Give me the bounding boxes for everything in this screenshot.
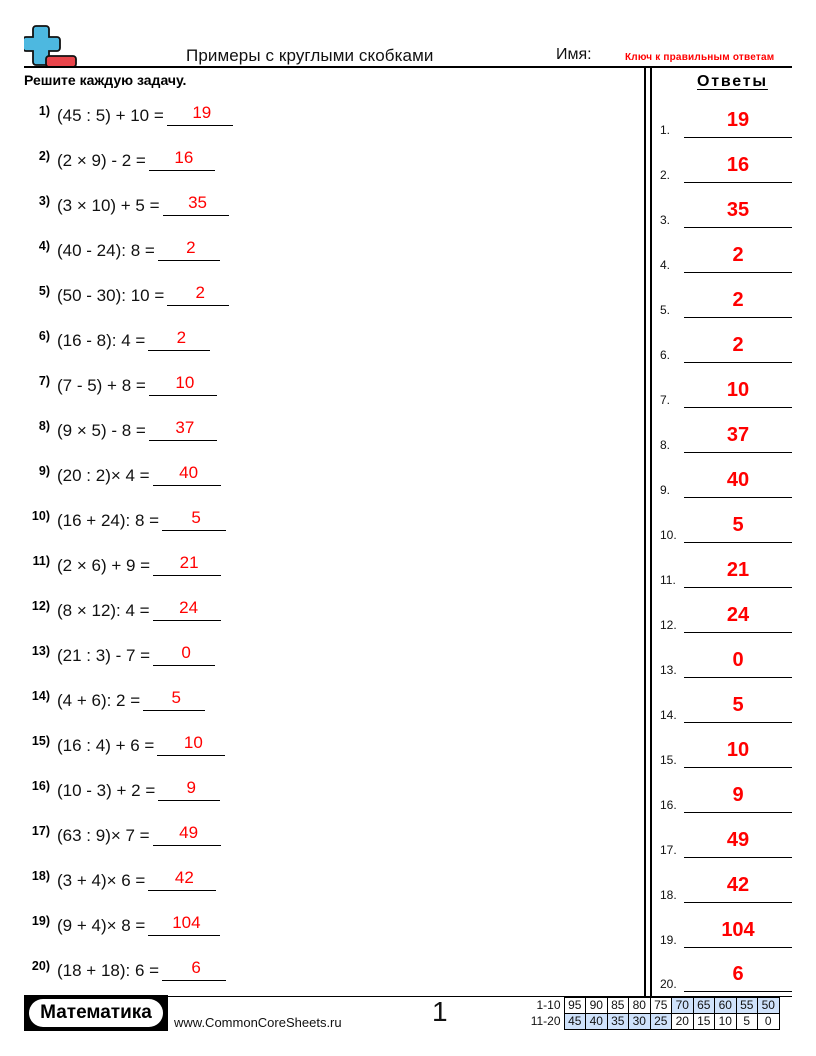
answer-key-item xyxy=(660,828,792,858)
answer-key-line xyxy=(684,153,792,183)
problem-expression: (10 - 3) + 2 = xyxy=(57,781,156,800)
problem-number: 8) xyxy=(38,419,50,433)
answer-key-label: Ключ к правильным ответам xyxy=(625,52,775,63)
score-cell: 20 xyxy=(672,1014,694,1030)
answer-key-number: 8. xyxy=(660,438,671,452)
score-cell: 80 xyxy=(629,998,651,1014)
score-row-label: 1-10 xyxy=(536,998,561,1012)
column-divider-right xyxy=(650,68,652,997)
answer-key-number: 19. xyxy=(660,933,677,947)
problem-item xyxy=(24,456,221,486)
column-divider-left xyxy=(644,68,646,997)
answer-key-value: 35 xyxy=(726,199,750,221)
answers-title: Ответы xyxy=(697,73,768,90)
answer-blank[interactable]: 9 xyxy=(158,777,220,801)
answer-key-line xyxy=(684,828,792,858)
answer-key-value: 2 xyxy=(732,289,744,311)
problem-item xyxy=(24,501,226,531)
answer-key-number: 11. xyxy=(660,573,676,587)
answer-key-value: 40 xyxy=(726,469,750,491)
answer-key-number: 2. xyxy=(660,168,671,182)
problem-expression: (40 - 24): 8 = xyxy=(57,241,155,260)
score-row xyxy=(524,1014,779,1030)
problem-number: 15) xyxy=(31,734,50,748)
answer-key-item xyxy=(660,513,792,543)
answer-key-value: 21 xyxy=(726,559,750,581)
answer-blank[interactable]: 2 xyxy=(148,327,210,351)
answer-key-item xyxy=(660,153,792,183)
problem-number: 9) xyxy=(38,464,50,478)
problem-expression: (21 : 3) - 7 = xyxy=(57,646,151,665)
answer-key-number: 12. xyxy=(660,618,677,632)
answer-key-line xyxy=(684,873,792,903)
answer-key-value: 5 xyxy=(732,694,744,716)
answer-key-value: 19 xyxy=(726,109,750,131)
answer-key-value: 10 xyxy=(726,379,750,401)
answer-key-item xyxy=(660,333,792,363)
problem-item xyxy=(24,726,225,756)
problem-item xyxy=(24,186,229,216)
answer-key-number: 18. xyxy=(660,888,677,902)
problem-item xyxy=(24,816,221,846)
answer-key-number: 3. xyxy=(660,213,671,227)
score-cell: 25 xyxy=(650,1014,672,1030)
score-cell: 5 xyxy=(736,1014,758,1030)
score-cell: 10 xyxy=(715,1014,737,1030)
problem-item xyxy=(24,906,220,936)
answer-key-value: 49 xyxy=(726,829,750,851)
answer-blank[interactable]: 24 xyxy=(153,597,221,621)
answer-blank[interactable]: 5 xyxy=(162,507,226,531)
answer-key-line xyxy=(684,288,792,318)
answer-key-value: 10 xyxy=(726,739,750,761)
answer-key-item xyxy=(660,738,792,768)
answer-key-line xyxy=(684,558,792,588)
answer-key-line xyxy=(684,108,792,138)
answer-key-item xyxy=(660,378,792,408)
score-table xyxy=(524,997,780,1030)
answer-key-number: 5. xyxy=(660,303,671,317)
problem-item xyxy=(24,861,216,891)
answer-key-line xyxy=(684,783,792,813)
problem-expression: (20 : 2)× 4 = xyxy=(57,466,150,485)
problem-number: 18) xyxy=(31,869,50,883)
answer-key-line xyxy=(684,378,792,408)
answer-key-item xyxy=(660,918,792,948)
answer-blank[interactable]: 10 xyxy=(149,372,217,396)
problem-item xyxy=(24,546,221,576)
problem-expression: (3 + 4)× 6 = xyxy=(57,871,146,890)
problem-expression: (4 + 6): 2 = xyxy=(57,691,141,710)
problem-number: 4) xyxy=(38,239,50,253)
problem-number: 1) xyxy=(38,104,50,118)
answer-key-value: 0 xyxy=(732,649,744,671)
answer-key-item xyxy=(660,198,792,228)
problem-expression: (2 × 9) - 2 = xyxy=(57,151,146,170)
problem-expression: (16 + 24): 8 = xyxy=(57,511,160,530)
problem-expression: (18 + 18): 6 = xyxy=(57,961,160,980)
answer-key-item xyxy=(660,873,792,903)
problem-expression: (8 × 12): 4 = xyxy=(57,601,150,620)
score-cell: 40 xyxy=(586,1014,608,1030)
score-cell: 30 xyxy=(629,1014,651,1030)
problem-number: 13) xyxy=(31,644,50,658)
problem-number: 12) xyxy=(31,599,50,613)
problem-expression: (16 - 8): 4 = xyxy=(57,331,146,350)
answer-key-value: 42 xyxy=(726,874,750,896)
answer-key-number: 4. xyxy=(660,258,671,272)
score-cell: 95 xyxy=(564,998,586,1014)
answer-blank[interactable]: 21 xyxy=(153,552,221,576)
problem-number: 16) xyxy=(31,779,50,793)
problem-item xyxy=(24,321,210,351)
score-cell: 65 xyxy=(693,998,715,1014)
header-divider xyxy=(24,66,792,68)
problem-expression: (9 + 4)× 8 = xyxy=(57,916,146,935)
instructions: Решите каждую задачу. xyxy=(24,72,187,88)
problem-number: 20) xyxy=(31,959,50,973)
problem-number: 3) xyxy=(38,194,50,208)
answer-key-line xyxy=(684,603,792,633)
worksheet-title: Примеры с круглыми скобками xyxy=(186,46,434,65)
answer-blank[interactable]: 104 xyxy=(148,912,220,936)
answer-key-item xyxy=(660,108,792,138)
score-cell: 75 xyxy=(650,998,672,1014)
answer-blank[interactable]: 10 xyxy=(157,732,225,756)
answer-key-item xyxy=(660,783,792,813)
answer-key-line xyxy=(684,468,792,498)
score-cell: 55 xyxy=(736,998,758,1014)
score-cell: 90 xyxy=(586,998,608,1014)
score-cell: 85 xyxy=(607,998,629,1014)
answer-key-number: 14. xyxy=(660,708,677,722)
problem-number: 2) xyxy=(38,149,50,163)
answer-key-number: 9. xyxy=(660,483,671,497)
problem-expression: (9 × 5) - 8 = xyxy=(57,421,146,440)
score-cell: 70 xyxy=(672,998,694,1014)
answer-key-value: 9 xyxy=(732,784,744,806)
answer-key-number: 13. xyxy=(660,663,677,677)
answer-key-number: 16. xyxy=(660,798,677,812)
problem-number: 7) xyxy=(38,374,50,388)
answer-key-line xyxy=(684,738,792,768)
answer-key-item xyxy=(660,558,792,588)
score-cell: 0 xyxy=(758,1014,780,1030)
problem-number: 11) xyxy=(32,554,50,568)
problem-number: 6) xyxy=(38,329,50,343)
answer-key-line xyxy=(684,198,792,228)
name-label: Имя: xyxy=(556,46,592,63)
answer-key-item xyxy=(660,693,792,723)
answer-key-item xyxy=(660,962,792,992)
problem-item xyxy=(24,411,217,441)
answer-key-number: 10. xyxy=(660,528,677,542)
problem-item xyxy=(24,231,220,261)
answer-blank[interactable]: 2 xyxy=(158,237,220,261)
answer-blank[interactable]: 5 xyxy=(143,687,205,711)
answer-key-value: 2 xyxy=(732,334,744,356)
answer-key-value: 16 xyxy=(726,154,750,176)
problem-item xyxy=(24,951,226,981)
answer-key-item xyxy=(660,288,792,318)
problem-item xyxy=(24,276,229,306)
answer-blank[interactable]: 6 xyxy=(162,957,226,981)
score-cell: 50 xyxy=(758,998,780,1014)
answer-key-item xyxy=(660,468,792,498)
answer-key-value: 6 xyxy=(732,963,744,985)
answer-key-line xyxy=(684,962,792,992)
answer-key-item xyxy=(660,243,792,273)
answer-key-value: 2 xyxy=(732,244,744,266)
answer-key-number: 7. xyxy=(660,393,671,407)
answer-key-line xyxy=(684,333,792,363)
answer-key-line xyxy=(684,243,792,273)
answer-blank[interactable]: 19 xyxy=(167,102,233,126)
problem-expression: (2 × 6) + 9 = xyxy=(57,556,151,575)
problem-number: 5) xyxy=(38,284,50,298)
score-cell: 35 xyxy=(607,1014,629,1030)
answer-key-line xyxy=(684,918,792,948)
problem-item xyxy=(24,771,220,801)
problem-item xyxy=(24,681,205,711)
problem-expression: (50 - 30): 10 = xyxy=(57,286,165,305)
problem-item xyxy=(24,96,233,126)
score-cell: 60 xyxy=(715,998,737,1014)
answer-key-line xyxy=(684,693,792,723)
answer-key-item xyxy=(660,648,792,678)
answer-key-number: 20. xyxy=(660,977,677,991)
answer-blank[interactable]: 40 xyxy=(153,462,221,486)
answer-key-item xyxy=(660,603,792,633)
problem-item xyxy=(24,366,217,396)
problem-item xyxy=(24,591,221,621)
answer-key-line xyxy=(684,513,792,543)
answer-blank[interactable]: 16 xyxy=(149,147,215,171)
score-cell: 45 xyxy=(564,1014,586,1030)
score-row-label: 11-20 xyxy=(530,1014,561,1028)
answer-blank[interactable]: 49 xyxy=(153,822,221,846)
answer-blank[interactable]: 35 xyxy=(163,192,229,216)
brand-label: Математика xyxy=(29,999,163,1027)
answer-key-line xyxy=(684,423,792,453)
problem-expression: (3 × 10) + 5 = xyxy=(57,196,160,215)
answer-key-number: 15. xyxy=(660,753,677,767)
problem-number: 19) xyxy=(31,914,50,928)
problem-expression: (7 - 5) + 8 = xyxy=(57,376,146,395)
answer-key-value: 37 xyxy=(726,424,750,446)
problem-number: 14) xyxy=(31,689,50,703)
answer-key-number: 6. xyxy=(660,348,671,362)
plus-minus-logo-icon xyxy=(24,24,78,68)
site-url: www.CommonCoreSheets.ru xyxy=(174,1015,342,1030)
problem-item xyxy=(24,636,215,666)
problem-expression: (16 : 4) + 6 = xyxy=(57,736,155,755)
answer-blank[interactable]: 2 xyxy=(167,282,229,306)
page-number: 1 xyxy=(432,996,448,1027)
problem-number: 10) xyxy=(31,509,50,523)
problem-item xyxy=(24,141,215,171)
problem-expression: (45 : 5) + 10 = xyxy=(57,106,164,125)
score-cell: 15 xyxy=(693,1014,715,1030)
answer-key-value: 24 xyxy=(726,604,750,626)
problem-number: 17) xyxy=(31,824,50,838)
answer-key-value: 104 xyxy=(721,919,755,941)
answer-blank[interactable]: 37 xyxy=(149,417,217,441)
answer-key-value: 5 xyxy=(732,514,744,536)
answer-blank[interactable]: 42 xyxy=(148,867,216,891)
problem-expression: (63 : 9)× 7 = xyxy=(57,826,150,845)
answer-key-number: 1. xyxy=(660,123,671,137)
answer-key-item xyxy=(660,423,792,453)
answer-key-line xyxy=(684,648,792,678)
answer-blank[interactable]: 0 xyxy=(153,642,215,666)
answer-key-number: 17. xyxy=(660,843,677,857)
score-row xyxy=(524,998,779,1014)
